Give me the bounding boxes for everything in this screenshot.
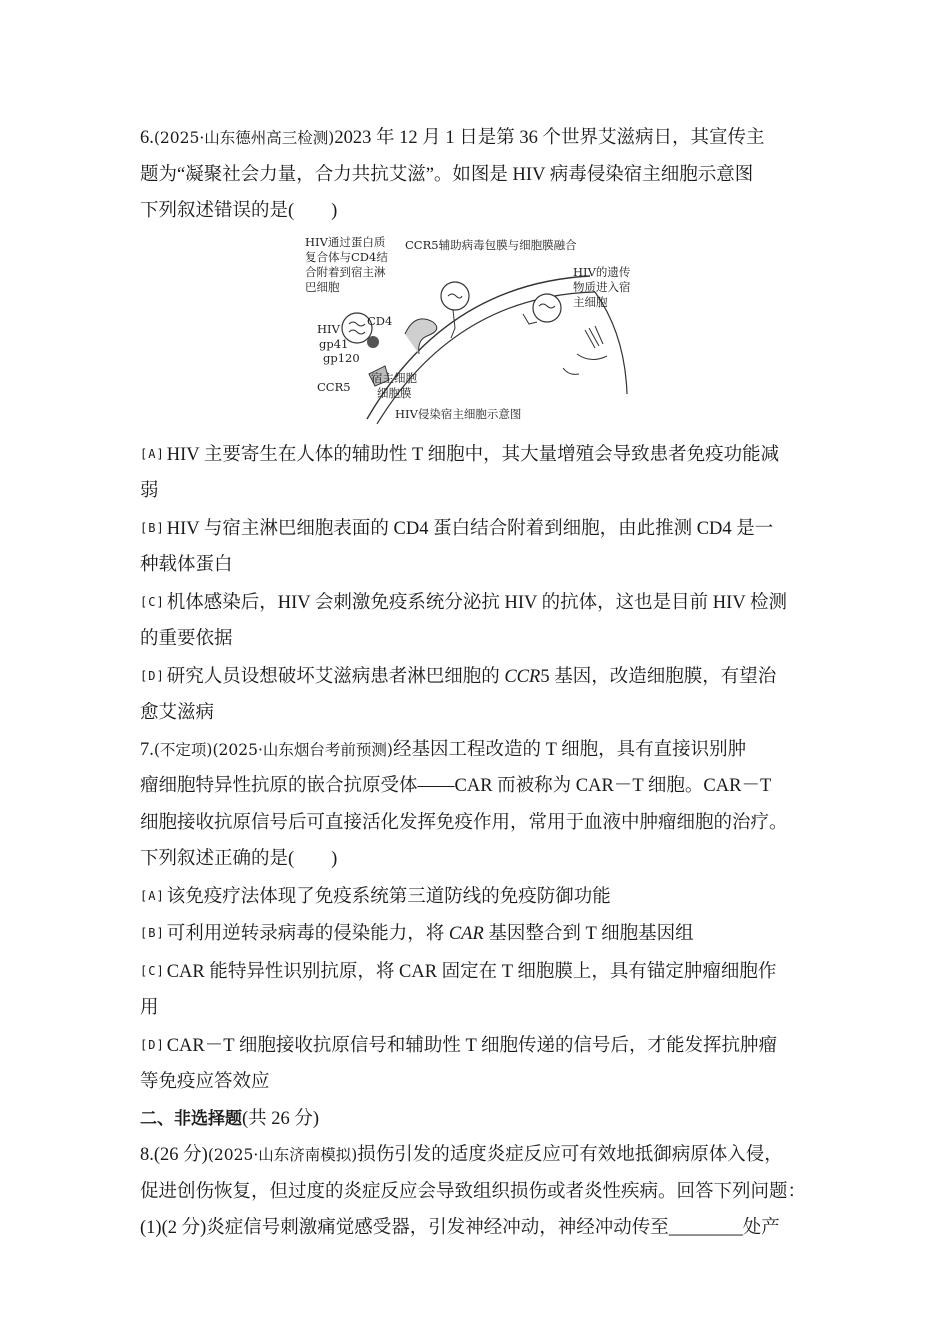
- q7-option-b: [B] 可利用逆转录病毒的侵染能力，将 CAR 基因整合到 T 细胞基因组: [140, 924, 694, 944]
- q7-stem-line-2: 瘤细胞特异性抗原的嵌合抗原受体——CAR 而被称为 CAR－T 细胞。CAR－T: [140, 776, 772, 796]
- q6-option-a: [A] HIV 主要寄生在人体的辅助性 T 细胞中，其大量增殖会导致患者免疫功能减: [140, 444, 780, 465]
- label-ccr5-fusion: CCR5辅助病毒包膜与细胞膜融合: [405, 237, 577, 252]
- q8-stem-line-1: 8.(26 分)(2025·山东济南模拟)损伤引发的适度炎症反应可有效地抵御病原体入侵，: [140, 1145, 783, 1165]
- q6-option-b-cont: 种载体蛋白: [140, 555, 233, 575]
- section-2-heading: 二、非选择题(共 26 分): [140, 1108, 320, 1129]
- membrane-inner-line: [377, 292, 595, 424]
- q7-source: (不定项)(2025·山东烟台考前预测): [153, 740, 393, 759]
- hiv-infection-figure: [140, 234, 815, 434]
- q7-option-c-cont: 用: [140, 998, 159, 1018]
- q8-source: (2025·山东济南模拟): [207, 1146, 358, 1164]
- q7-stem-line-3: 细胞接收抗原信号后可直接活化发挥免疫作用，常用于血液中肿瘤细胞的治疗。: [140, 812, 788, 833]
- q6-stem-line-3: 下列叙述错误的是( ): [140, 201, 338, 221]
- label-gp120: gp120: [323, 350, 360, 365]
- label-ccr5: CCR5: [317, 379, 351, 394]
- q6-option-d: [D] 研究人员设想破坏艾滋病患者淋巴细胞的 CCR5 基因，改造细胞膜，有望治: [140, 666, 777, 687]
- q7-option-a: [A] 该免疫疗法体现了免疫系统第三道防线的免疫防御功能: [140, 886, 611, 907]
- q6-stem-line-2: 题为“凝聚社会力量，合力共抗艾滋”。如图是 HIV 病毒侵染宿主细胞示意图: [140, 164, 754, 185]
- q7-option-d-cont: 等免疫应答效应: [140, 1072, 270, 1092]
- q6-option-c: [C] 机体感染后，HIV 会刺激免疫系统分泌抗 HIV 的抗体，这也是目前 HIV 检测: [140, 592, 787, 613]
- genetic-material: [585, 326, 603, 348]
- q6-source: (2025·山东德州高三检测): [153, 129, 335, 147]
- q6-option-a-cont: 弱: [140, 481, 159, 501]
- q7-stem-line-4: 下列叙述正确的是( ): [140, 849, 338, 869]
- label-bind-4: 巴细胞: [305, 279, 340, 294]
- label-membrane-2: 细胞膜: [377, 385, 412, 400]
- q8-subquestion-1: (1)(2 分)炎症信号刺激痛觉感受器，引发神经冲动，神经冲动传至________处产: [140, 1218, 780, 1238]
- q8-stem-line-2: 促进创伤恢复，但过度的炎症反应会导致组织损伤或者炎性疾病。回答下列问题：: [140, 1181, 807, 1202]
- label-bind-2: 复合体与CD4结: [305, 249, 388, 264]
- label-hiv: HIV: [317, 321, 340, 336]
- label-genetic-3: 主细胞: [573, 294, 608, 309]
- q6-option-d-cont: 愈艾滋病: [140, 703, 215, 723]
- hiv-infection-diagram: [305, 234, 645, 430]
- hiv-virion-3: [533, 294, 561, 322]
- q6-option-b: [B] HIV 与宿主淋巴细胞表面的 CD4 蛋白结合附着到细胞，由此推测 CD4 是一: [140, 518, 774, 539]
- fusion-stalk: [451, 310, 455, 338]
- gp120-protein: [367, 336, 379, 348]
- hiv-virion-2: [441, 282, 469, 310]
- label-gp41: gp41: [319, 336, 349, 351]
- label-genetic-1: HIV的遗传: [573, 264, 631, 279]
- q7-stem-line-1: 7.(不定项)(2025·山东烟台考前预测)经基因工程改造的 T 细胞，具有直接识别肿: [140, 739, 747, 760]
- label-bind-3: 合附着到宿主淋: [305, 264, 386, 279]
- q7-option-d: [D] CAR－T 细胞接收抗原信号和辅助性 T 细胞传递的信号后，才能发挥抗肿瘤: [140, 1035, 778, 1056]
- figure-caption: HIV侵染宿主细胞示意图: [395, 406, 522, 421]
- q6-stem-line-1: 6.(2025·山东德州高三检测)2023 年 12 月 1 日是第 36 个世界艾滋病日，其宣传主: [140, 128, 765, 148]
- q7-option-c: [C] CAR 能特异性识别抗原，将 CAR 固定在 T 细胞膜上，具有锚定肿瘤细胞作: [140, 961, 777, 982]
- label-bind-1: HIV通过蛋白质: [305, 234, 386, 249]
- label-cd4: CD4: [367, 313, 393, 328]
- label-membrane-1: 宿主细胞: [371, 370, 417, 385]
- q6-option-c-cont: 的重要依据: [140, 629, 233, 649]
- label-genetic-2: 物质进入宿: [573, 279, 631, 294]
- document-page: [140, 120, 815, 1247]
